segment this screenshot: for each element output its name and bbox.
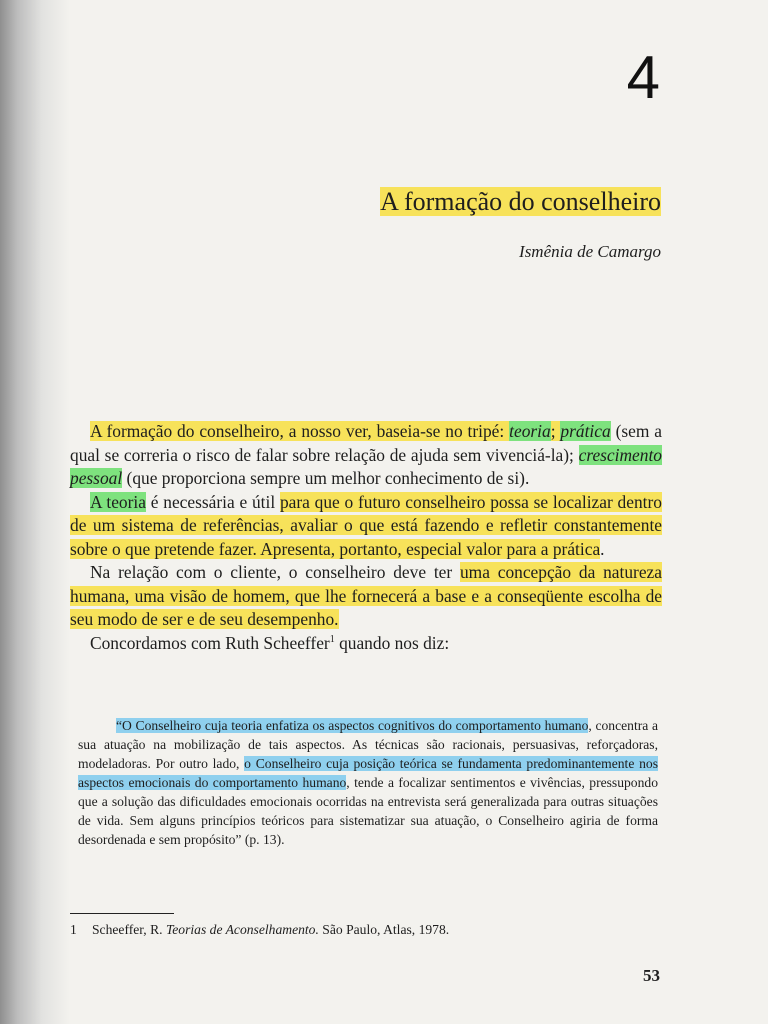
p4-text-a: Concordamos com Ruth Scheeffer xyxy=(90,632,330,653)
p1-text-g: (que proporciona sempre um melhor conhecimento de si). xyxy=(122,468,530,488)
quote-text-b: , concentra a sua atuação na mobilização de tais aspectos. As técnicas são racionais, persuasivas, reforçadoras, modeladoras. Por outro lado, xyxy=(78,718,659,771)
p3-text-b: uma concepção da natureza humana, uma visão de homem, que lhe fornecerá a base e a conseqüente escolha de seu modo de ser e de seu desempenho. xyxy=(70,562,662,629)
paragraph-1 xyxy=(70,420,662,491)
paragraph-4 xyxy=(70,632,662,656)
footnote-number: 1 xyxy=(70,922,77,937)
chapter-title xyxy=(380,186,661,218)
p1-text-e: (sem a qual se correria o risco de falar sobre relação de ajuda sem vivenciá-la); xyxy=(70,421,662,465)
chapter-author: Ismênia de Camargo xyxy=(519,242,661,261)
footnote xyxy=(70,922,449,938)
p1-text-c: ; xyxy=(550,421,561,441)
footnote-publisher: São Paulo, Atlas, 1978. xyxy=(318,922,450,937)
footnote-ref: 1 xyxy=(329,633,335,645)
p1-term-crescimento: crescimento pessoal xyxy=(70,444,662,488)
p1-term-teoria: teoria xyxy=(509,421,551,441)
p2-text-d: . xyxy=(600,538,605,559)
p1-text-a: A formação do conselheiro, a nosso ver, baseia-se no tripé: xyxy=(90,421,510,441)
block-quote xyxy=(78,716,658,849)
paragraph-2 xyxy=(70,491,662,562)
page-number: 53 xyxy=(643,966,660,985)
p1-term-pratica: prática xyxy=(560,421,611,441)
footnote-book-title: Teorias de Aconselhamento. xyxy=(165,922,319,937)
p3-text-a: Na relação com o cliente, o conselheiro deve ter xyxy=(90,562,460,582)
chapter-number: 4 xyxy=(626,44,660,111)
footnote-author: Scheeffer, R. xyxy=(92,922,166,937)
p4-text-b: quando nos diz: xyxy=(334,632,450,653)
p2-text-b: é necessária e útil xyxy=(145,491,280,512)
body-text xyxy=(70,420,662,655)
book-spine-shadow xyxy=(0,0,70,1024)
quote-text-d: , tende a focalizar sentimentos e vivências, pressupondo que a solução das dificuldades emocionais ocorridas na entrevista será generalizada para outras situações de vida. Sem alguns princípios teóricos para sistematizar sua atuação, o Conselheiro agiria de forma desordenada e sem propósito” (p. 13). xyxy=(78,775,658,847)
quote-text-a: “O Conselheiro cuja teoria enfatiza os aspectos cognitivos do comportamento humano xyxy=(116,718,589,733)
chapter-title-text: A formação do conselheiro xyxy=(380,187,661,216)
quote-text-c: o Conselheiro cuja posição teórica se fundamenta predominantemente nos aspectos emocionais do comportamento humano xyxy=(78,756,658,790)
paragraph-3 xyxy=(70,561,662,632)
p2-text-c: para que o futuro conselheiro possa se localizar dentro de um sistema de referências, avaliar o que está fazendo e refletir constantemente sobre o que pretende fazer. Apresenta, portanto, especial valor para a prática xyxy=(70,491,662,559)
footnote-divider xyxy=(70,913,174,914)
p2-text-a: A teoria xyxy=(90,491,146,512)
